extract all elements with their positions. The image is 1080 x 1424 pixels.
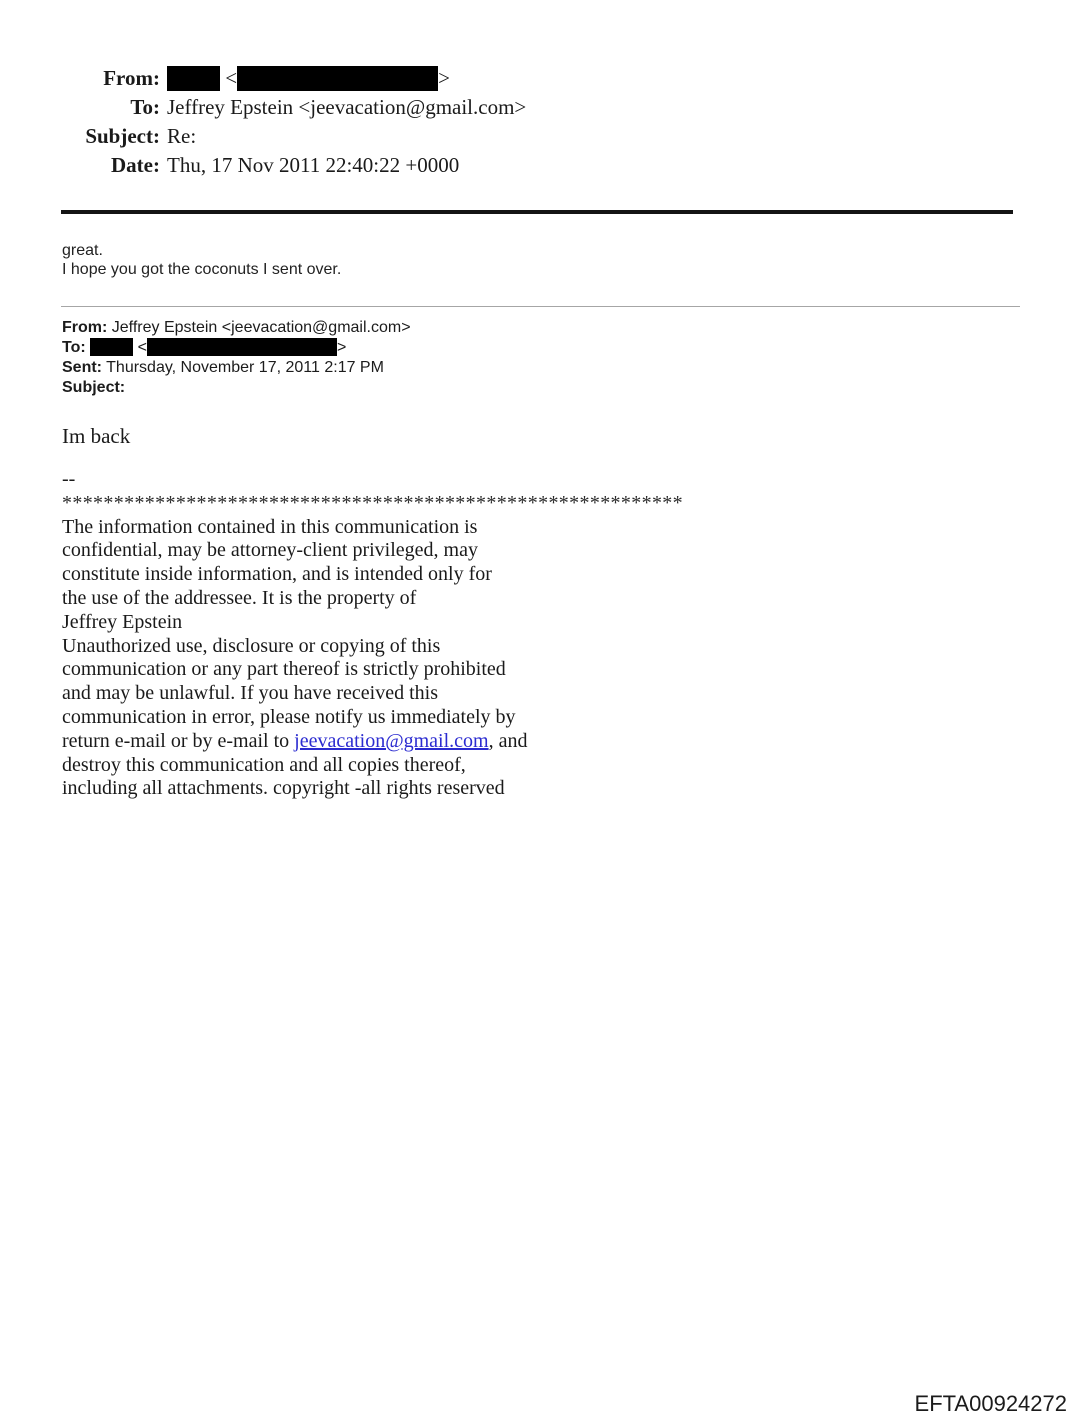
redaction-box-sender-email bbox=[237, 66, 438, 91]
quoted-row-sent bbox=[62, 358, 1080, 378]
angle-close-bracket: > bbox=[438, 66, 450, 90]
disclaimer-line: destroy this communication and all copies thereof, bbox=[62, 753, 466, 776]
quoted-sent-label: Sent: bbox=[62, 359, 102, 376]
reply-line-1: great. bbox=[62, 242, 103, 259]
subject-label: Subject: bbox=[85, 124, 160, 148]
redaction-box-recipient-name bbox=[90, 338, 133, 356]
quoted-angle-close-bracket: > bbox=[336, 339, 347, 356]
disclaimer-line: Unauthorized use, disclosure or copying of this bbox=[62, 634, 441, 657]
signature-block bbox=[62, 468, 1080, 801]
disclaimer-line: communication in error, please notify us immediately by bbox=[62, 705, 516, 728]
disclaimer-line: and may be unlawful. If you have received this bbox=[62, 682, 438, 705]
quoted-row-to bbox=[62, 338, 1080, 358]
header-divider-rule bbox=[61, 210, 1013, 214]
quoted-angle-open-bracket: < bbox=[137, 339, 147, 356]
header-row-to bbox=[0, 93, 1080, 122]
disclaimer-line: constitute inside information, and is intended only for bbox=[62, 563, 492, 586]
from-value bbox=[160, 64, 450, 93]
quoted-sent-value: Thursday, November 17, 2011 2:17 PM bbox=[106, 359, 384, 376]
from-label: From: bbox=[103, 66, 160, 90]
quoted-header bbox=[62, 318, 1080, 398]
quoted-row-subject bbox=[62, 378, 1080, 398]
reply-body bbox=[62, 241, 1080, 279]
disclaimer-line: the use of the addressee. It is the property of bbox=[62, 586, 417, 609]
email-link[interactable]: jeevacation@gmail.com bbox=[294, 729, 489, 752]
signature-separator: -- bbox=[62, 468, 76, 490]
email-line-prefix: return e-mail or by e-mail to bbox=[62, 729, 295, 752]
disclaimer-email-line bbox=[62, 730, 1080, 754]
disclaimer-line: confidential, may be attorney-client privileged, may bbox=[62, 539, 478, 562]
to-label: To: bbox=[130, 95, 160, 119]
quoted-to-label: To: bbox=[62, 339, 86, 356]
disclaimer-line: including all attachments. copyright -all rights reserved bbox=[62, 777, 505, 800]
header-row-from bbox=[0, 64, 1080, 93]
angle-open-bracket: < bbox=[225, 66, 238, 90]
quoted-message-divider bbox=[61, 306, 1020, 307]
bates-number: EFTA00924272 bbox=[914, 1391, 1067, 1416]
redaction-box-recipient-email bbox=[147, 338, 337, 356]
disclaimer-line: communication or any part thereof is strictly prohibited bbox=[62, 658, 506, 681]
asterisk-divider-line: ************************************************************ bbox=[62, 491, 683, 514]
quoted-subject-label: Subject: bbox=[62, 379, 126, 396]
date-value: Thu, 17 Nov 2011 22:40:22 +0000 bbox=[167, 153, 460, 177]
reply-line-2: I hope you got the coconuts I sent over. bbox=[62, 261, 342, 278]
redaction-box-sender-name bbox=[167, 66, 220, 91]
quoted-row-from bbox=[62, 318, 1080, 338]
header-row-date bbox=[0, 151, 1080, 180]
disclaimer-line: Jeffrey Epstein bbox=[62, 610, 183, 633]
header-row-subject bbox=[0, 122, 1080, 151]
quoted-body-text: Im back bbox=[62, 424, 131, 448]
subject-value: Re: bbox=[167, 124, 197, 148]
date-label: Date: bbox=[111, 153, 160, 177]
quoted-from-value: Jeffrey Epstein <jeevacation@gmail.com> bbox=[111, 319, 411, 336]
quoted-from-label: From: bbox=[62, 319, 108, 336]
email-line-suffix: , and bbox=[488, 729, 528, 752]
email-header bbox=[0, 0, 1080, 180]
disclaimer-line: The information contained in this communication is bbox=[62, 515, 478, 538]
to-value: Jeffrey Epstein <jeevacation@gmail.com> bbox=[167, 95, 527, 119]
